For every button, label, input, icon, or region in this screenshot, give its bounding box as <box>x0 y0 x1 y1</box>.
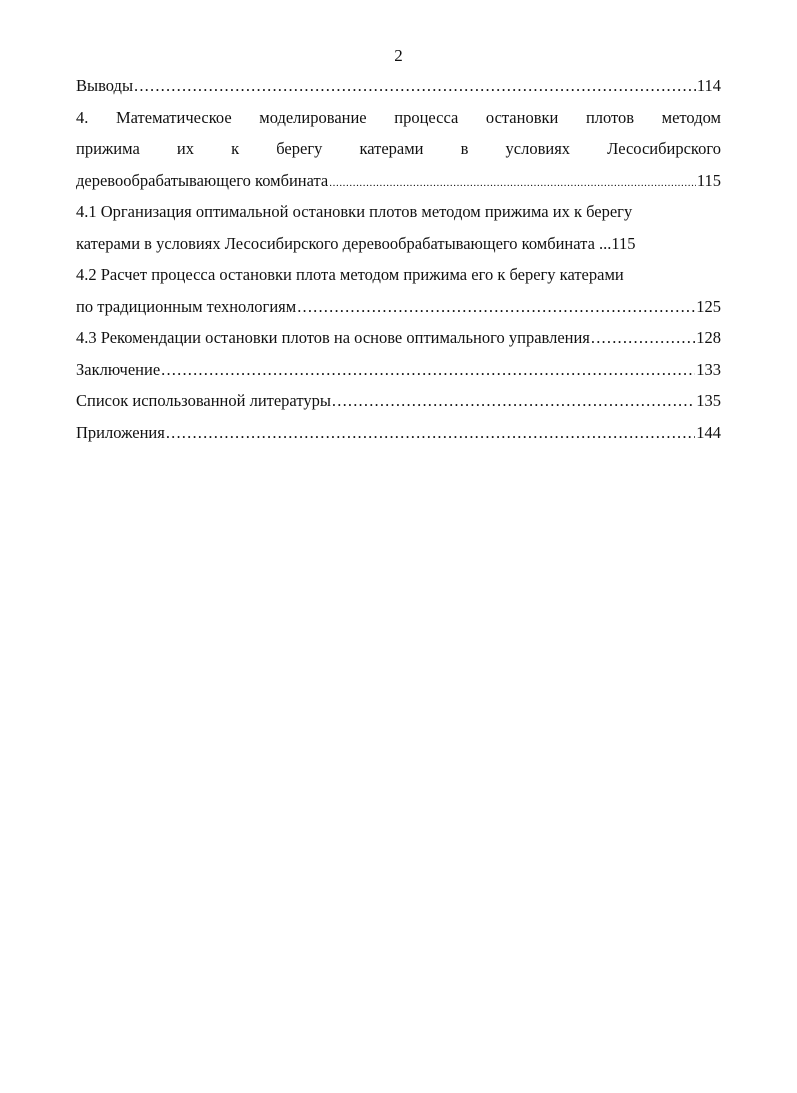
dot-leader <box>161 354 695 386</box>
toc-entry-ch4-line1[interactable] <box>76 102 721 134</box>
toc-entry-title: Список использованной литературы <box>76 391 331 410</box>
toc-word: к <box>231 139 240 158</box>
toc-word: плотов <box>585 107 635 127</box>
dot-leader <box>329 165 696 197</box>
page-number: 2 <box>394 46 403 65</box>
toc-word: моделирование <box>259 107 367 127</box>
toc-word: их <box>176 139 194 158</box>
toc-entry-title: Выводы <box>76 76 134 95</box>
toc-entry-4-2-line1[interactable]: 4.2 Расчет процесса остановки плота методом прижима его к берегу катерами <box>76 265 624 284</box>
dot-leader <box>332 385 695 417</box>
toc-entry-page: 135 <box>696 391 721 410</box>
toc-entry-4-1-line1[interactable]: 4.1 Организация оптимальной остановки плотов методом прижима их к берегу <box>76 202 633 221</box>
toc-entry-page: 128 <box>696 328 721 347</box>
toc-entry-title: деревообрабатывающего комбината <box>76 170 329 190</box>
toc-entry-title: Заключение <box>76 359 161 379</box>
toc-entry-ch4-line2[interactable] <box>76 133 721 165</box>
toc-word: условиях <box>505 139 571 158</box>
dot-leader <box>166 417 695 449</box>
toc-entry-page: 133 <box>696 359 721 379</box>
toc-word: остановки <box>485 107 559 127</box>
toc-entry-4-2-line2[interactable] <box>76 291 721 323</box>
toc-entry-page: 115 <box>696 170 721 190</box>
toc-word: прижима <box>76 139 140 158</box>
toc-entry-conclusion[interactable] <box>76 354 721 386</box>
toc-entry-references[interactable] <box>76 385 721 417</box>
toc-entry-title: Приложения <box>76 422 165 442</box>
dot-leader <box>297 291 695 323</box>
dot-leader <box>134 70 696 102</box>
toc-entry-title: 4.3 Рекомендации остановки плотов на основе оптимального управления <box>76 328 590 347</box>
toc-entry-page: 125 <box>696 296 721 316</box>
toc-word: Лесосибирского <box>607 139 721 158</box>
dot-leader <box>591 322 695 354</box>
toc-word: Математическое <box>115 107 232 127</box>
toc-entry-ch4-line3[interactable] <box>76 165 721 197</box>
toc-entry-title: катерами в условиях Лесосибирского деревообрабатывающего комбината ... <box>76 233 612 253</box>
toc-entry-title: по традиционным технологиям <box>76 296 297 316</box>
toc-entry-page: 144 <box>696 422 721 442</box>
toc-entry-4-3[interactable] <box>76 322 721 354</box>
toc-entry-page: 115 <box>611 233 636 253</box>
toc-entry-4-1-line2[interactable] <box>76 228 721 260</box>
toc-word: 4. <box>76 107 89 127</box>
toc-entry-conclusions-ch3[interactable] <box>76 70 721 102</box>
toc-word: методом <box>661 107 721 127</box>
toc-word: берегу <box>276 139 323 158</box>
toc-entry-appendices[interactable] <box>76 417 721 449</box>
table-of-contents <box>76 70 721 448</box>
toc-word: катерами <box>359 139 424 158</box>
toc-word: процесса <box>394 107 459 127</box>
toc-word: в <box>460 139 469 158</box>
toc-entry-page: 114 <box>696 76 721 95</box>
